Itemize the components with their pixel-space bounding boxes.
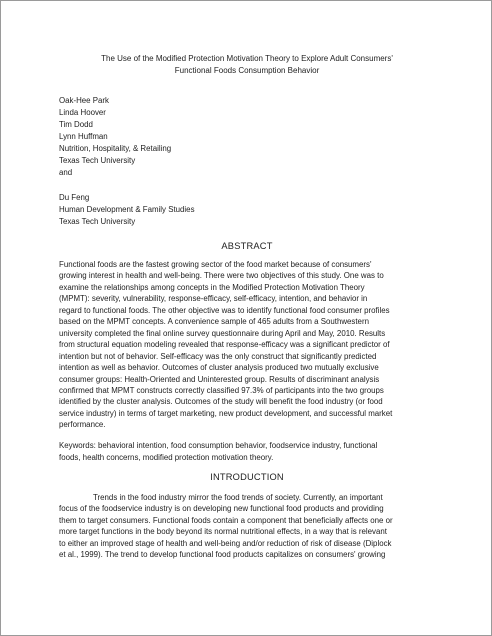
abstract-heading: ABSTRACT bbox=[221, 241, 273, 251]
abstract-line: performance. bbox=[59, 420, 106, 430]
title-line: Functional Foods Consumption Behavior bbox=[174, 66, 320, 75]
author-department: Human Development & Family Studies bbox=[59, 205, 195, 214]
abstract-line: regard to functional foods. The other objective was to identify functional food consumer profiles bbox=[59, 305, 390, 315]
abstract-line: growing interest in health and well-being. There were two objectives of this study. One was to bbox=[59, 271, 384, 281]
author-affiliation: Texas Tech University bbox=[59, 217, 136, 226]
keywords-paragraph bbox=[59, 440, 435, 464]
keywords-line: foods, health concerns, modified protection motivation theory. bbox=[59, 452, 274, 462]
abstract-line: service industry) in terms of target marketing, new product development, and successful market bbox=[59, 408, 393, 418]
abstract-line: examine the relationships among concepts in the Modified Protection Motivation Theory bbox=[59, 282, 365, 292]
abstract-paragraph bbox=[59, 259, 435, 431]
introduction-heading: INTRODUCTION bbox=[210, 471, 284, 482]
introduction-line: Trends in the food industry mirror the food trends of society. Currently, an important bbox=[93, 492, 383, 502]
page-content bbox=[59, 53, 435, 561]
paper-title bbox=[59, 53, 435, 77]
abstract-line: university completed the final online survey questionnaire during April and May, 2010. Results bbox=[59, 328, 386, 338]
author-block-2 bbox=[59, 192, 435, 228]
author-block-1 bbox=[59, 95, 435, 167]
keywords-line: Keywords: behavioral intention, food consumption behavior, foodservice industry, functional bbox=[59, 440, 378, 450]
abstract-line: identified by the cluster analysis. Outcomes of the study will benefit the food industry (or food bbox=[59, 397, 383, 407]
abstract-line: Functional foods are the fastest growing sector of the food market because of consumers' bbox=[59, 260, 372, 269]
abstract-line: based on the MPMT concepts. A convenience sample of 465 adults from a Southwestern bbox=[59, 317, 369, 327]
author-department: Nutrition, Hospitality, & Retailing bbox=[59, 144, 172, 153]
introduction-line: to either an improved stage of health and well-being and/or reduction of risk of disease (Diplock bbox=[59, 538, 392, 548]
title-line: The Use of the Modified Protection Motivation Theory to Explore Adult Consumers' bbox=[101, 54, 393, 63]
author-name: Du Feng bbox=[59, 193, 90, 202]
abstract-line: intention but not of behavior. Self-efficacy was the only construct that significantly predicted bbox=[59, 351, 377, 361]
abstract-line: confirmed that MPMT constructs correctly classified 97.3% of participants into the two groups bbox=[59, 385, 384, 395]
introduction-line: them to target consumers. Functional foods contain a component that beneficially affects one or bbox=[59, 515, 393, 525]
author-name: Oak-Hee Park bbox=[59, 96, 109, 105]
author-name: Lynn Huffman bbox=[59, 132, 108, 141]
introduction-paragraph bbox=[59, 492, 435, 561]
author-affiliation: Texas Tech University bbox=[59, 156, 136, 165]
author-name: Tim Dodd bbox=[59, 120, 93, 129]
abstract-line: intention as well as behavior. Outcomes of cluster analysis produced two mutually exclusive bbox=[59, 363, 379, 373]
abstract-line: consumer groups: Health-Oriented and Uninterested group. Results of discriminant analysis bbox=[59, 374, 380, 384]
author-name: Linda Hoover bbox=[59, 108, 106, 117]
author-separator: and bbox=[59, 168, 73, 177]
introduction-line: focus of the foodservice industry is on developing new functional food products and providing bbox=[59, 504, 384, 514]
abstract-line: from structural equation modeling revealed that response-efficacy was a significant predictor of bbox=[59, 340, 390, 350]
introduction-line: et al., 1999). The trend to develop functional food products capitalizes on consumers' growing bbox=[59, 550, 386, 560]
abstract-line: (MPMT): severity, vulnerability, response-efficacy, self-efficacy, intention, and behavior in bbox=[59, 294, 368, 304]
introduction-line: more target functions in the body beyond its normal nutritional effects, in a way that is relevant bbox=[59, 527, 387, 537]
